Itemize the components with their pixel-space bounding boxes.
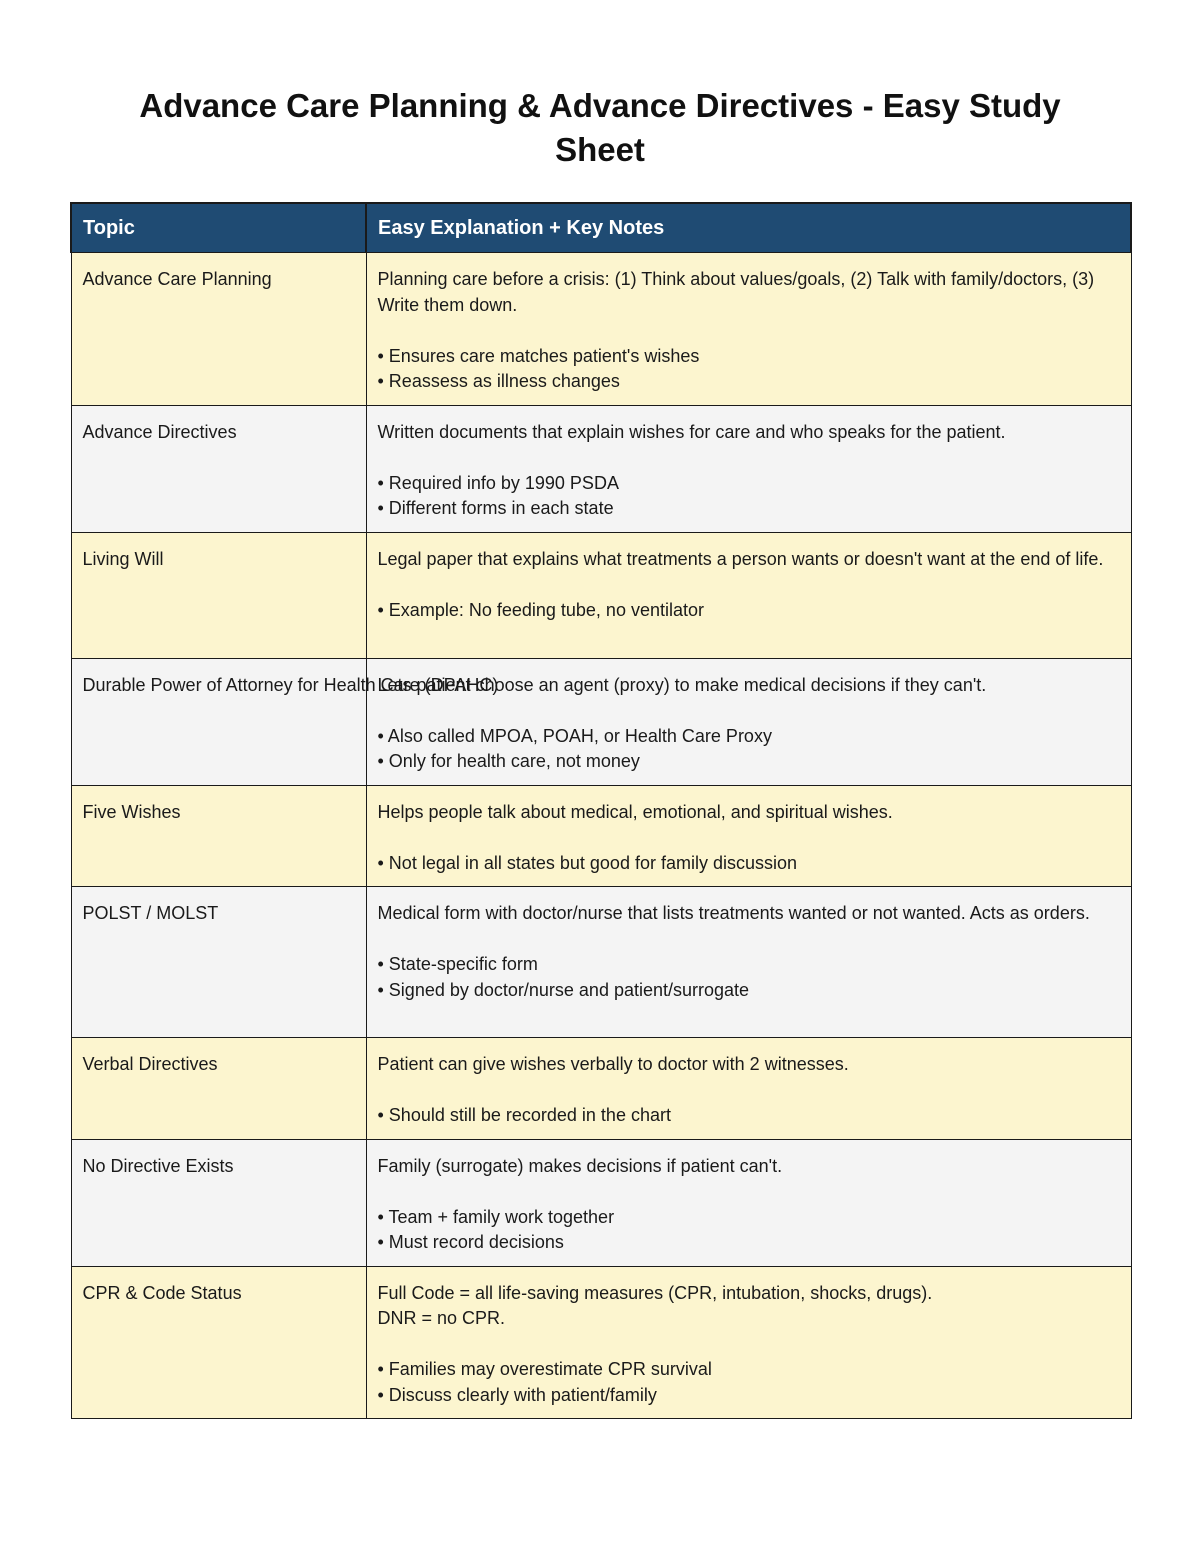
bullet-note: • State-specific form (377, 954, 538, 974)
topic-cell (71, 1038, 366, 1140)
topic-text: No Directive Exists (82, 1155, 234, 1176)
table-row (71, 1038, 1131, 1140)
explanation-text: Family (surrogate) makes decisions if patient can't. (377, 1155, 783, 1176)
table-row (71, 405, 1131, 532)
explanation-cell (366, 253, 1131, 406)
explanation-cell (366, 1266, 1131, 1419)
table-row (71, 253, 1131, 406)
explanation-text: Lets patient choose an agent (proxy) to make medical decisions if they can't. (377, 674, 987, 695)
topic-cell (71, 532, 366, 658)
bullet-note: • Team + family work together (377, 1206, 615, 1227)
topic-cell (71, 658, 499, 785)
explanation-text: Full Code = all life-saving measures (CPR, intubation, shocks, drugs). (377, 1282, 933, 1303)
topic-text: POLST / MOLST (82, 903, 219, 923)
topic-cell (71, 887, 366, 1038)
topic-cell (71, 1139, 366, 1266)
table-header-row (71, 203, 1131, 253)
bullet-note: • Different forms in each state (377, 498, 614, 518)
explanation-text: Medical form with doctor/nurse that lists treatments wanted or not wanted. Acts as orders. (377, 903, 1090, 923)
topic-cell (71, 1266, 366, 1419)
page-title: Advance Care Planning & Advance Directives - Easy Study Sheet (139, 87, 1061, 168)
explanation-text: Written documents that explain wishes for care and who speaks for the patient. (377, 421, 1006, 442)
table-row (71, 1266, 1131, 1419)
bullet-note: • Required info by 1990 PSDA (377, 472, 619, 493)
topic-text: Advance Care Planning (82, 269, 272, 289)
bullet-note: • Not legal in all states but good for family discussion (377, 852, 798, 873)
explanation-text: Helps people talk about medical, emotional, and spiritual wishes. (377, 801, 893, 822)
bullet-note: • Reassess as illness changes (377, 371, 620, 391)
bullet-note: • Also called MPOA, POAH, or Health Care Proxy (377, 725, 772, 746)
explanation-cell (366, 785, 1131, 887)
topic-cell (71, 253, 366, 406)
header-topic: Topic (71, 203, 366, 253)
table-row (71, 1139, 1131, 1266)
explanation-cell (366, 405, 1131, 532)
bullet-note: • Discuss clearly with patient/family (377, 1384, 657, 1405)
study-table (70, 202, 1132, 1419)
bullet-note: • Families may overestimate CPR survival (377, 1359, 712, 1379)
explanation-cell (366, 532, 1131, 658)
topic-text: CPR & Code Status (82, 1282, 242, 1303)
bullet-note: • Ensures care matches patient's wishes (377, 345, 700, 366)
table-row (71, 532, 1131, 658)
bullet-note: • Should still be recorded in the chart (377, 1105, 671, 1125)
explanation-text: Legal paper that explains what treatments a person wants or doesn't want at the end of life. (377, 548, 1104, 569)
bullet-note: • Only for health care, not money (377, 751, 640, 771)
header-explanation: Easy Explanation + Key Notes (366, 203, 1131, 253)
topic-text: Verbal Directives (82, 1054, 218, 1074)
explanation-cell (366, 1038, 1131, 1140)
table-row (71, 658, 1131, 785)
explanation-text: Patient can give wishes verbally to doctor with 2 witnesses. (377, 1054, 849, 1074)
table-row (71, 785, 1131, 887)
explanation-text: Planning care before a crisis: (1) Think about values/goals, (2) Talk with family/doctors, (3) Write them down. (377, 269, 1095, 315)
bullet-note: • Example: No feeding tube, no ventilator (377, 599, 704, 620)
explanation-cell (366, 887, 1131, 1038)
topic-cell (71, 785, 366, 887)
topic-text: Five Wishes (82, 801, 181, 822)
bullet-note: • Must record decisions (377, 1232, 564, 1252)
topic-text: Advance Directives (82, 421, 237, 442)
topic-cell (71, 405, 366, 532)
topic-text: Durable Power of Attorney for Health Care (DPAHC) (82, 674, 499, 695)
topic-text: Living Will (82, 548, 164, 569)
explanation-cell (366, 1139, 1131, 1266)
table-row (71, 887, 1131, 1038)
explanation-text: DNR = no CPR. (377, 1308, 506, 1328)
bullet-note: • Signed by doctor/nurse and patient/surrogate (377, 979, 750, 1000)
